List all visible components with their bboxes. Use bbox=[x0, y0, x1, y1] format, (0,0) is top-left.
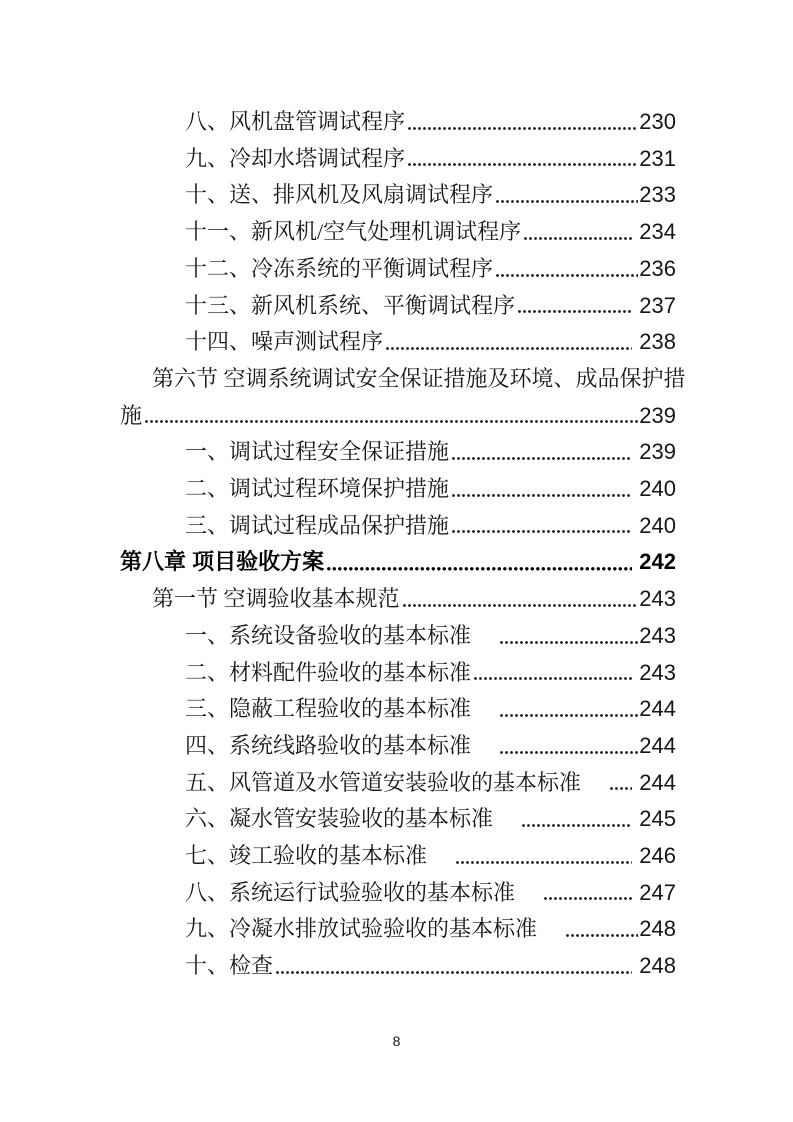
toc-entry[interactable] bbox=[120, 728, 676, 765]
toc-page-number: 237 bbox=[633, 292, 676, 318]
dot-leader bbox=[403, 604, 639, 607]
toc-page-number: 234 bbox=[633, 219, 676, 245]
dot-leader bbox=[327, 567, 632, 571]
toc-page-number: 244 bbox=[639, 696, 676, 722]
table-of-contents bbox=[120, 104, 686, 985]
toc-page-number: 247 bbox=[633, 879, 676, 905]
dot-leader bbox=[474, 677, 632, 680]
toc-entry[interactable] bbox=[120, 104, 676, 141]
toc-entry[interactable] bbox=[120, 508, 676, 545]
toc-entry[interactable] bbox=[120, 618, 676, 655]
toc-entry[interactable] bbox=[120, 911, 676, 948]
toc-page-number: 233 bbox=[639, 182, 676, 208]
dot-leader bbox=[518, 310, 632, 313]
dot-leader bbox=[145, 420, 638, 423]
dot-leader bbox=[566, 934, 638, 937]
toc-entry[interactable] bbox=[120, 434, 676, 471]
toc-entry-title: 六、凝水管安装验收的基本标准 bbox=[185, 806, 494, 832]
toc-entry[interactable] bbox=[120, 581, 676, 618]
toc-entry-title: 二、调试过程环境保护措施 bbox=[185, 476, 450, 502]
toc-entry-title: 九、冷却水塔调试程序 bbox=[185, 145, 406, 171]
dot-leader bbox=[544, 897, 632, 900]
toc-entry[interactable] bbox=[120, 948, 676, 985]
dot-leader bbox=[452, 494, 632, 497]
toc-page-number: 245 bbox=[633, 806, 676, 832]
toc-entry-title: 一、调试过程安全保证措施 bbox=[185, 439, 450, 465]
toc-entry[interactable] bbox=[120, 838, 676, 875]
toc-entry[interactable] bbox=[120, 875, 676, 912]
dot-leader bbox=[496, 274, 638, 277]
toc-entry-title: 十四、噪声测试程序 bbox=[185, 329, 384, 355]
toc-entry[interactable] bbox=[120, 177, 676, 214]
dot-leader bbox=[456, 861, 632, 864]
page-footer bbox=[0, 1031, 793, 1051]
toc-entry[interactable] bbox=[120, 251, 676, 288]
toc-entry[interactable] bbox=[120, 471, 676, 508]
toc-entry[interactable] bbox=[120, 765, 676, 802]
toc-entry[interactable] bbox=[120, 691, 676, 728]
toc-entry-title: 十、检查 bbox=[185, 953, 274, 979]
page-number: 8 bbox=[392, 1033, 401, 1049]
toc-page-number: 248 bbox=[639, 916, 676, 942]
toc-page-number: 242 bbox=[633, 549, 676, 575]
toc-entry[interactable] bbox=[120, 655, 676, 692]
toc-page-number: 230 bbox=[639, 109, 676, 134]
toc-entry-title: 九、冷凝水排放试验验收的基本标准 bbox=[185, 916, 538, 942]
toc-page-number: 240 bbox=[633, 476, 676, 502]
dot-leader bbox=[452, 530, 632, 533]
toc-page-number: 246 bbox=[633, 843, 676, 869]
dot-leader bbox=[500, 751, 638, 754]
toc-entry-title: 二、材料配件验收的基本标准 bbox=[185, 659, 472, 685]
toc-entry[interactable] bbox=[120, 141, 676, 178]
dot-leader bbox=[500, 641, 638, 644]
toc-entry-title: 十三、新风机系统、平衡调试程序 bbox=[185, 292, 516, 318]
toc-entry-title: 八、系统运行试验验收的基本标准 bbox=[185, 879, 516, 905]
toc-entry-title: 三、调试过程成品保护措施 bbox=[185, 512, 450, 538]
dot-leader bbox=[386, 347, 632, 350]
toc-entry-title: 十一、新风机/空气处理机调试程序 bbox=[185, 219, 522, 245]
toc-entry[interactable] bbox=[120, 214, 676, 251]
dot-leader bbox=[522, 824, 632, 827]
toc-page-number: 243 bbox=[639, 622, 676, 648]
toc-entry-title: 三、隐蔽工程验收的基本标准 bbox=[185, 696, 472, 722]
toc-page-number: 239 bbox=[633, 439, 676, 465]
toc-entry-title: 七、竣工验收的基本标准 bbox=[185, 843, 428, 869]
dot-leader bbox=[276, 971, 632, 974]
toc-entry[interactable] bbox=[120, 324, 676, 361]
toc-entry-title: 第八章 项目验收方案 bbox=[120, 549, 325, 575]
toc-entry-text-line: 第六节 空调系统调试安全保证措施及环境、成品保护措 bbox=[152, 365, 686, 391]
dot-leader bbox=[452, 457, 632, 460]
toc-entry[interactable] bbox=[120, 361, 686, 434]
toc-page-number: 248 bbox=[633, 953, 676, 979]
toc-page-number: 236 bbox=[639, 255, 676, 281]
toc-entry-title: 十、送、排风机及风扇调试程序 bbox=[185, 182, 494, 208]
toc-entry-title: 十二、冷冻系统的平衡调试程序 bbox=[185, 255, 494, 281]
toc-page-number: 243 bbox=[639, 586, 676, 612]
toc-page-number: 231 bbox=[639, 145, 676, 171]
toc-entry-title: 施 bbox=[120, 402, 143, 428]
toc-entry-title: 第一节 空调验收基本规范 bbox=[152, 586, 400, 612]
toc-entry-title: 四、系统线路验收的基本标准 bbox=[185, 732, 472, 758]
toc-entry-title: 一、系统设备验收的基本标准 bbox=[185, 622, 472, 648]
toc-entry-title: 五、风管道及水管道安装验收的基本标准 bbox=[185, 769, 582, 795]
toc-page-number: 244 bbox=[639, 732, 676, 758]
toc-page-number: 238 bbox=[633, 329, 676, 355]
dot-leader bbox=[524, 237, 632, 240]
toc-page-number: 243 bbox=[633, 659, 676, 685]
toc-page-number: 240 bbox=[633, 512, 676, 538]
dot-leader bbox=[500, 714, 638, 717]
toc-entry-title: 八、风机盘管调试程序 bbox=[185, 109, 406, 134]
dot-leader bbox=[496, 200, 638, 203]
toc-entry[interactable] bbox=[120, 801, 676, 838]
toc-page-number: 244 bbox=[633, 769, 676, 795]
toc-entry[interactable] bbox=[120, 288, 676, 325]
dot-leader bbox=[610, 787, 632, 790]
toc-page-number: 239 bbox=[639, 402, 676, 428]
dot-leader bbox=[408, 127, 638, 130]
toc-entry[interactable] bbox=[120, 544, 676, 581]
dot-leader bbox=[408, 163, 638, 166]
